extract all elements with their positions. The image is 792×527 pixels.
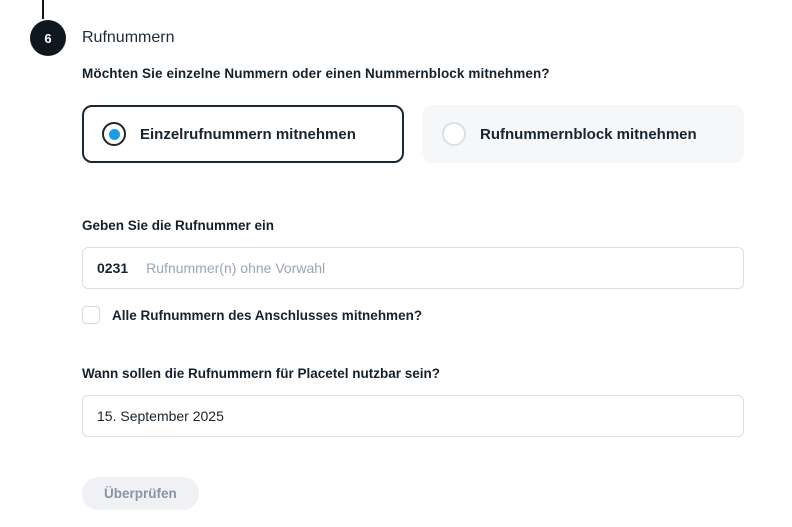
step-number-badge <box>30 20 66 56</box>
radio-card-group <box>82 105 744 163</box>
step-connector-line <box>42 0 44 19</box>
area-code-prefix: 0231 <box>97 260 129 276</box>
all-numbers-checkbox-label: Alle Rufnummern des Anschlusses mitnehmen? <box>112 307 423 323</box>
radio-card-label: Rufnummernblock mitnehmen <box>480 125 697 143</box>
radio-card-label: Einzelrufnummern mitnehmen <box>140 125 356 143</box>
date-input-label: Wann sollen die Rufnummern für Placetel nutzbar sein? <box>82 366 441 381</box>
section-title: Rufnummern <box>82 29 175 46</box>
radio-card-rufnummernblock[interactable] <box>422 105 744 163</box>
porting-question-label: Möchten Sie einzelne Nummern oder einen Nummernblock mitnehmen? <box>82 66 550 81</box>
phone-input-label: Geben Sie die Rufnummer ein <box>82 218 275 233</box>
step-number: 6 <box>44 30 52 46</box>
phone-number-field[interactable] <box>82 247 744 289</box>
form-content <box>82 66 744 510</box>
radio-selected-icon[interactable] <box>102 122 126 146</box>
radio-dot <box>109 129 120 140</box>
verify-button[interactable]: Überprüfen <box>82 477 199 510</box>
all-numbers-checkbox[interactable] <box>82 306 100 324</box>
radio-unselected-icon[interactable] <box>442 122 466 146</box>
radio-card-einzelrufnummern[interactable] <box>82 105 404 163</box>
all-numbers-row[interactable] <box>82 306 744 324</box>
phone-number-input[interactable] <box>146 260 729 276</box>
porting-date-input[interactable] <box>97 408 729 424</box>
porting-date-field[interactable] <box>82 395 744 437</box>
